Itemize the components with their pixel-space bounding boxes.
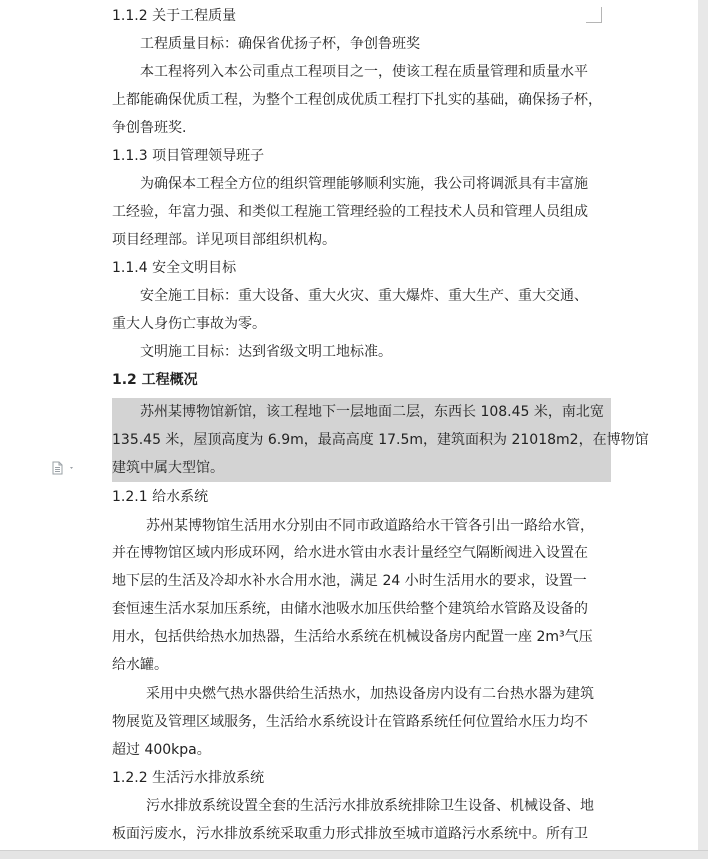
heading-1-2-1: 1.2.1 给水系统: [112, 489, 209, 505]
paragraph-line: 采用中央燃气热水器供给生活热水，加热设备房内设有二台热水器为建筑: [146, 686, 594, 702]
paragraph-line: 用水，包括供给热水加热器，生活给水系统在机械设备房内配置一座 2m³气压: [112, 629, 593, 645]
horizontal-scrollbar[interactable]: [0, 850, 708, 859]
heading-1-1-3: 1.1.3 项目管理领导班子: [112, 148, 265, 164]
paragraph-line: 文明施工目标：达到省级文明工地标准。: [140, 344, 392, 360]
paragraph-line: 物展览及管理区域服务，生活给水系统设计在管路系统任何位置给水压力均不: [112, 714, 588, 730]
page-corner-marker: [586, 7, 602, 23]
paragraph-line: 地下层的生活及冷却水补水合用水池，满足 24 小时生活用水的要求，设置一: [112, 573, 587, 589]
paragraph-line: 上都能确保优质工程，为整个工程创成优质工程打下扎实的基础，确保扬子杯，: [112, 92, 602, 108]
paragraph-line: 重大人身伤亡事故为零。: [112, 316, 266, 332]
highlighted-line[interactable]: 苏州某博物馆新馆，该工程地下一层地面二层，东西长 108.45 米，南北宽: [140, 404, 604, 420]
highlighted-line[interactable]: 135.45 米，屋顶高度为 6.9m，最高高度 17.5m，建筑面积为 21018m2，在博物馆: [112, 432, 649, 448]
paragraph-line: 为确保本工程全方位的组织管理能够顺利实施，我公司将调派具有丰富施: [140, 176, 588, 192]
heading-1-2-2: 1.2.2 生活污水排放系统: [112, 770, 265, 786]
paragraph-line: 项目经理部。详见项目部组织机构。: [112, 232, 336, 248]
document-icon: [51, 461, 77, 475]
document-dropdown-icon[interactable]: [51, 460, 77, 474]
paragraph-line: 污水排放系统设置全套的生活污水排放系统排除卫生设备、机械设备、地: [146, 798, 594, 814]
heading-1-1-4: 1.1.4 安全文明目标: [112, 260, 237, 276]
paragraph-line: 工经验，年富力强、和类似工程施工管理经验的工程技术人员和管理人员组成: [112, 204, 588, 220]
heading-1-1-2: 1.1.2 关于工程质量: [112, 8, 237, 24]
heading-1-2: 1.2 工程概况: [112, 372, 198, 388]
paragraph-line: 套恒速生活水泵加压系统，由储水池吸水加压供给整个建筑给水管路及设备的: [112, 601, 588, 617]
paragraph-line: 工程质量目标：确保省优扬子杯，争创鲁班奖: [140, 36, 420, 52]
vertical-scrollbar[interactable]: [698, 0, 708, 850]
paragraph-line: 超过 400kpa。: [112, 742, 211, 758]
paragraph-line: 板面污废水，污水排放系统采取重力形式排放至城市道路污水系统中。所有卫: [112, 826, 588, 842]
paragraph-line: 本工程将列入本公司重点工程项目之一，使该工程在质量管理和质量水平: [140, 64, 588, 80]
paragraph-line: 争创鲁班奖.: [112, 120, 187, 136]
paragraph-line: 给水罐。: [112, 657, 168, 673]
paragraph-line: 安全施工目标：重大设备、重大火灾、重大爆炸、重大生产、重大交通、: [140, 288, 588, 304]
paragraph-line: 苏州某博物馆生活用水分别由不同市政道路给水干管各引出一路给水管，: [146, 518, 594, 534]
highlighted-line[interactable]: 建筑中属大型馆。: [112, 460, 224, 476]
paragraph-line: 并在博物馆区域内形成环网，给水进水管由水表计量经空气隔断阀进入设置在: [112, 545, 588, 561]
